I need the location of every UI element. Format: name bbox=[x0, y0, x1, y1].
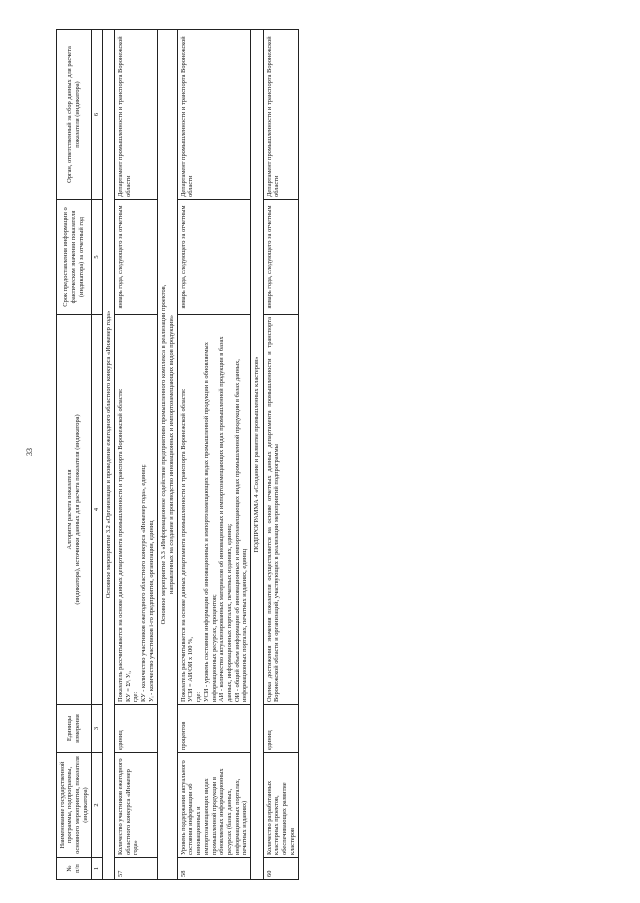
indicator-deadline: январь года, следующего за отчетным bbox=[264, 200, 299, 315]
indicator-name: Количество разработанных кластерных проектов, обеспечивающих развитие кластеров bbox=[264, 753, 299, 858]
header-organization: Орган, ответственный за сбор данных для расчета показателя (индикатора) bbox=[57, 30, 92, 200]
indicator-name: Количество участников ежегодного областного конкурса «Инженер года» bbox=[115, 753, 157, 858]
indicator-unit: единиц bbox=[115, 705, 157, 753]
indicator-unit: процентов bbox=[178, 705, 251, 753]
section-row-3-2 bbox=[102, 30, 115, 880]
row-number: 58 bbox=[178, 858, 251, 880]
indicator-algorithm bbox=[115, 315, 157, 705]
indicator-algorithm bbox=[178, 315, 251, 705]
algorithm-def-3: ОИ - общий объем информации об инновационных и импортозамещающих видах промышленной продукции в базах данных, информационных порталах, печатных изданиях, единиц bbox=[233, 359, 249, 702]
section-title-3-3-line1: Основное мероприятие 3.3 «Информационное содействие предприятиям промышленного комплекса в реализации проектов, bbox=[159, 284, 167, 625]
header-unit: Единицы измерения bbox=[57, 705, 92, 753]
algorithm-where: где: bbox=[195, 691, 203, 702]
table-row-60 bbox=[264, 30, 299, 880]
algorithm-text: Показатель рассчитывается на основе данных департамента промышленности и транспорта Воронежской области: bbox=[179, 388, 187, 702]
header-row bbox=[57, 30, 92, 880]
col-num-6: 6 bbox=[91, 30, 102, 200]
algorithm-def-1: УСИ - уровень состояния информации об инновационных и импортозамещающих видах промышленной продукции в обновляемых информационных ресурсах, процентов; bbox=[202, 342, 218, 702]
header-number: № п/п bbox=[57, 858, 92, 880]
col-num-2: 2 bbox=[91, 753, 102, 858]
row-number: 60 bbox=[264, 858, 299, 880]
column-number-row bbox=[91, 30, 102, 880]
algorithm-formula: УСИ = АИ/ОИ х 100 %, bbox=[187, 637, 195, 702]
subprogram-title-4: ПОДПРОГРАММА 4 «Создание и развитие промышленных кластеров» bbox=[251, 30, 264, 880]
indicator-name: Уровень поддержания актуального состояния информации об инновационных и импортозамещающих видах промышленной продукции в обновляемых информационных ресурсах (базах данных, информационных порталах, печатных изданиях) bbox=[178, 753, 251, 858]
indicator-unit: единиц bbox=[264, 705, 299, 753]
algorithm-where: где: bbox=[132, 691, 140, 702]
page-number: 33 bbox=[25, 448, 34, 456]
indicator-deadline: январь года, следующего за отчетным bbox=[178, 200, 251, 315]
header-name: Наименование государственной программы, подпрограммы, основного мероприятия, показателя (индикатора) bbox=[57, 753, 92, 858]
header-deadline: Срок предоставления информации о фактическом значении показателя (индикатора) за отчетный год bbox=[57, 200, 92, 315]
col-num-4: 4 bbox=[91, 315, 102, 705]
indicator-algorithm: Оценка достижения значения показателя осуществляется на основе отчетных данных департамента промышленности и транспорта Воронежской области и организаций, участвующих в реализации мероприятий подпрограммы bbox=[264, 315, 299, 705]
col-num-5: 5 bbox=[91, 200, 102, 315]
indicator-organization: Департамент промышленности и транспорта Воронежской области bbox=[264, 30, 299, 200]
section-title-3-3-line2: направленных на создание и производство инновационных и импортозамещающих видов продукции» bbox=[167, 315, 175, 594]
indicator-organization: Департамент промышленности и транспорта Воронежской области bbox=[178, 30, 251, 200]
indicator-table bbox=[56, 29, 299, 880]
algorithm-text: Показатель рассчитывается на основе данных департамента промышленности и транспорта Воронежской области: bbox=[116, 388, 124, 702]
indicator-organization: Департамент промышленности и транспорта Воронежской области bbox=[115, 30, 157, 200]
algorithm-formula: КУ = Σⁿᵢ Уᵢ, bbox=[124, 670, 132, 702]
indicator-deadline: январь года, следующего за отчетным bbox=[115, 200, 157, 315]
subprogram-row-4 bbox=[251, 30, 264, 880]
section-title-3-3 bbox=[157, 30, 177, 880]
algorithm-def-2: Уᵢ - количество участников i-го предприятия, организации, единиц bbox=[147, 520, 155, 702]
col-num-1: 1 bbox=[91, 858, 102, 880]
row-number: 57 bbox=[115, 858, 157, 880]
col-num-3: 3 bbox=[91, 705, 102, 753]
table-row-57 bbox=[115, 30, 157, 880]
table-row-58 bbox=[178, 30, 251, 880]
section-title-3-2: Основное мероприятие 3.2 «Организация и проведение ежегодного областного конкурса «Инженер года» bbox=[102, 30, 115, 880]
header-algorithm-line2: (индикатора), источники данных для расчета показателя (индикатора) bbox=[73, 414, 81, 605]
header-algorithm bbox=[57, 315, 92, 705]
rotated-page bbox=[56, 30, 586, 880]
header-algorithm-line1: Алгоритм расчета показателя bbox=[66, 469, 74, 550]
algorithm-def-2: АИ - количество актуализированных материалов об инновационных и импортозамещающих видах промышленной продукции в базах данных, информационных порталах, печатных изданиях, единиц; bbox=[218, 336, 233, 702]
algorithm-def-1: КУ - количество участников ежегодного областного конкурса «Инженер года», единиц; bbox=[140, 464, 147, 702]
section-row-3-3 bbox=[157, 30, 177, 880]
